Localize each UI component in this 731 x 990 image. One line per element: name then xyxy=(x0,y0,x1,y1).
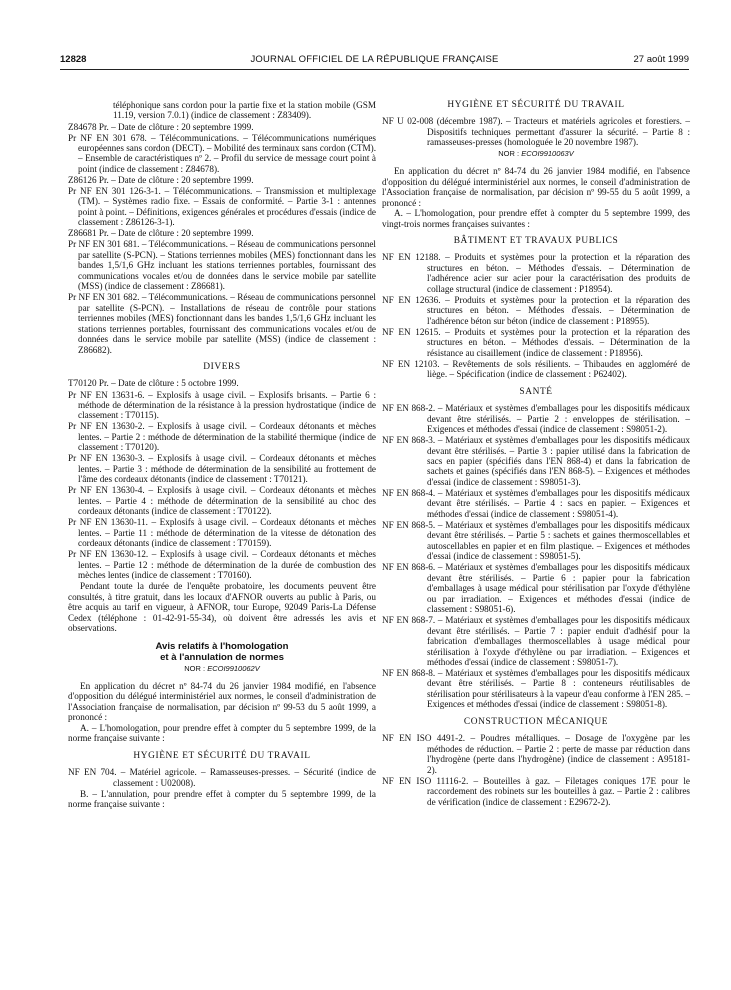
page-number: 12828 xyxy=(60,54,87,65)
standard-code: NF EN 868-5. xyxy=(382,519,436,530)
standard-entry xyxy=(382,776,690,807)
standard-entry xyxy=(382,295,690,326)
standard-code: NF EN 868-6. xyxy=(382,562,436,573)
section-heading-hygiene: HYGIÈNE ET SÉCURITÉ DU TRAVAIL xyxy=(133,750,311,761)
section-heading-divers: DIVERS xyxy=(203,362,241,373)
standard-code: NF EN 12615. xyxy=(382,326,441,337)
closing-date-entry: T70120 Pr. – Date de clôture : 5 octobre 1999. xyxy=(68,378,239,389)
section-heading-batiment: BÂTIMENT ET TRAVAUX PUBLICS xyxy=(453,235,619,246)
standard-entry xyxy=(382,668,690,710)
standard-text: – Matériaux et systèmes d'emballages pour les dispositifs médicaux devant être stérilisés. – Partie 2 : enveloppes de stérilisation. – Exigences et méthodes d'essai (indice de classement : S98051-2). xyxy=(427,403,690,435)
standard-code: NF EN 868-8. xyxy=(382,668,436,678)
standard-text: – Produits et systèmes pour la protection et la réparation des structures en béton. – Méthodes d'essais. – Détermination de la résistance au cisaillement (indice de classement : P18956). xyxy=(427,326,691,358)
nor-label: NOR : xyxy=(498,148,520,158)
standard-entry xyxy=(382,403,690,434)
standard-entry: NF U 02-008 (décembre 1987). – Tracteurs et matériels agricoles et forestiers. – Dispositifs techniques permettant d'assurer la sécurité. – Partie 8 : ramasseuses-presses (homologuée le 20 novembre 1987). xyxy=(382,116,690,148)
standard-text: – Matériaux et systèmes d'emballages pour les dispositifs médicaux devant être stérilisés. – Partie 3 : papier utilisé dans la fabrication de sacs en papier (spécifiés dans l'EN 868-4) et dans la fabrication de sachets et gaines (spécifiés dans l'EN 868-5). – Exigences et méthodes d'essai (indice de classement : S98051-3). xyxy=(427,435,690,487)
standard-text: – Poudres métalliques. – Dosage de l'oxygène par les méthodes de réduction. – Partie 2 : perte de masse par réduction dans l'hydrogène (perte dans l'hydrogène) (indice de classement : A95181-2). xyxy=(427,733,690,775)
header-rule xyxy=(60,69,689,70)
standard-code: NF EN 868-7. xyxy=(382,615,436,626)
notice-heading-line-1: Avis relatifs à l'homologation xyxy=(155,640,289,652)
standard-entry xyxy=(382,359,690,380)
standard-code: NF EN 868-4. xyxy=(382,487,436,498)
standard-entry: Pr NF EN 13631-6. – Explosifs à usage civil. – Explosifs brisants. – Partie 6 : méthode de détermination de la résistance à la pression hydrostatique (indice de classement : T70115). xyxy=(68,389,376,421)
standard-entry xyxy=(382,615,690,667)
standard-text: – Matériaux et systèmes d'emballages pour les dispositifs médicaux devant être stérilisés. – Partie 8 : conteneurs réutilisables de stérilisation pour stérilisateurs à la vapeur d'eau conforme à l'EN 285. – Exigences et méthodes d'essai (indice de classement : S98051-8). xyxy=(427,668,690,710)
annulation-paragraph: B. – L'annulation, pour prendre effet à compter du 5 septembre 1999, de la norme française suivante : xyxy=(68,788,376,810)
standard-entry: Pr NF EN 13630-4. – Explosifs à usage civil. – Cordeaux détonants et mèches lentes. – Partie 4 : méthode de détermination de la sensibilité au choc des cordeaux détonants (indice de classement : T70122). xyxy=(68,485,376,517)
section-heading-construction: CONSTRUCTION MÉCANIQUE xyxy=(463,716,609,727)
standard-text: – Produits et systèmes pour la protection et la réparation des structures en béton. – Méthodes d'essais. – Détermination de l'adhérence acier sur acier pour la caractérisation des produits de collage structural (indice de classement : P18954). xyxy=(427,252,691,294)
standard-entry xyxy=(382,327,690,358)
standard-code: NF EN 12103. xyxy=(382,358,440,369)
standard-text: – Bouteilles à gaz. – Filetages coniques 17E pour le raccordement des robinets sur les bouteilles à gaz. – Partie 2 : calibres de vérification (indice de classement : E29672-2). xyxy=(427,775,690,807)
page-header xyxy=(60,55,689,67)
section-heading-hygiene: HYGIÈNE ET SÉCURITÉ DU TRAVAIL xyxy=(447,100,625,110)
standard-entry: Pr NF EN 13630-3. – Explosifs à usage civil. – Cordeaux détonants et mèches lentes. – Partie 3 : méthode de détermination de la sensibilité au frottement de l'âme des cordeaux détonants (indice de classement : T70121). xyxy=(68,453,376,485)
standard-text: – Produits et systèmes pour la protection et la réparation des structures en béton. – Méthodes d'essais. – Détermination de l'adhérence béton sur béton (indice de classement : P18955). xyxy=(427,294,691,326)
homologation-paragraph: A. – L'homologation, pour prendre effet à compter du 5 septembre 1999, de la norme française suivante : xyxy=(68,722,376,744)
standard-entry: Pr NF EN 301 682. – Télécommunications. – Réseau de communications personnel par satellite (S-PCN). – Installations de réseau de contrôle pour stations terriennes mobiles (MES) fonctionnant dans les bandes 1,5/1,6 GHz incluant les stations terriennes portables, fournissant des communications vocales et/ou de données dans le service mobile par satellite (MSS) (indice de classement : Z86682). xyxy=(68,292,376,355)
nor-code: ECOI9910062V xyxy=(207,663,260,673)
standard-entry xyxy=(382,520,690,562)
standard-entry xyxy=(382,562,690,614)
standard-code: NF EN 868-2. xyxy=(382,403,436,414)
standard-code: NF EN 868-3. xyxy=(382,435,436,446)
closing-date-entry: Z84678 Pr. – Date de clôture : 20 septembre 1999. xyxy=(68,121,254,132)
standard-text: – Matériaux et systèmes d'emballages pour les dispositifs médicaux devant être stérilisés. – Partie 7 : papier enduit d'adhésif pour la fabrication d'emballages thermoscellables à usage médical pour stérilisation à l'oxyde d'éthylène ou par irradiation. – Exigences et méthodes d'essai (indice de classement : S98051-7). xyxy=(427,615,690,667)
standard-entry xyxy=(382,733,690,775)
nor-reference xyxy=(382,149,690,159)
standard-entry: NF EN 704. – Matériel agricole. – Ramasseuses-presses. – Sécurité (indice de classement : U02008). xyxy=(68,767,376,788)
homologation-paragraph: A. – L'homologation, pour prendre effet à compter du 5 septembre 1999, des vingt-trois normes françaises suivantes : xyxy=(382,208,690,229)
closing-date-entry: Z86681 Pr. – Date de clôture : 20 septembre 1999. xyxy=(68,228,254,239)
standard-text: – Matériaux et systèmes d'emballages pour les dispositifs médicaux devant être stérilisés. – Partie 5 : sachets et gaines thermoscellables et autoscellables en papier et en film plastique. – Exigences et méthodes d'essai (indice de classement : S98051-5). xyxy=(427,519,690,562)
standard-entry: Pr NF EN 301 678. – Télécommunications. – Télécommunications numériques européennes sans cordon (DECT). – Mobilité des terminaux sans cordon (CTM). – Ensemble de caractéristiques nº 2. – Profil du service de message court point à point (indice de classement : Z84678). xyxy=(68,132,377,174)
consultation-paragraph: Pendant toute la durée de l'enquête probatoire, les documents peuvent être consultés, à titre gratuit, dans les locaux d'AFNOR ouverts au public à Paris, ou être acquis au tarif en vigueur, à AFNOR, tour Europe, 92049 Paris-La Défense Cedex (téléphone : 01-42-91-55-34), où doivent être adressés les avis et observations. xyxy=(68,581,376,634)
closing-date-entry: Z86126 Pr. – Date de clôture : 20 septembre 1999. xyxy=(68,174,254,185)
standard-entry: Pr NF EN 301 126-3-1. – Télécommunications. – Transmission et multiplexage (TM). – Systèmes radio fixe. – Essais de conformité. – Partie 3-1 : antennes point à point. – Définitions, exigences générales et procédures d'essais (indice de classement : Z86126-3-1). xyxy=(68,186,376,228)
standard-code: NF EN 12188. xyxy=(382,252,441,263)
standard-text: – Revêtements de sols résilients. – Thibaudes en aggloméré de liège. – Spécification (indice de classement : P62402). xyxy=(427,358,690,380)
application-paragraph: En application du décret nº 84-74 du 26 janvier 1984 modifié, en l'absence d'opposition du délégué interministériel aux normes, le conseil d'administration de l'Association française de normalisation, par décision nº 99-53 du 5 août 1999, a prononcé : xyxy=(68,680,376,723)
standard-text: – Matériaux et systèmes d'emballages pour les dispositifs médicaux devant être stérilisés. – Partie 6 : papier pour la fabrication d'emballages à usage médical pour stérilisation par l'oxyde d'éthylène ou par irradiation. – Exigences et méthodes d'essai (indice de classement : S98051-6). xyxy=(427,562,690,615)
standard-entry: Pr NF EN 13630-12. – Explosifs à usage civil. – Cordeaux détonants et mèches lentes. – Partie 12 : méthode de détermination de la durée de combustion des mèches lentes (indice de classement : T70160). xyxy=(68,549,376,581)
standard-code: NF EN 12636. xyxy=(382,294,441,305)
left-column xyxy=(68,100,376,810)
application-paragraph: En application du décret nº 84-74 du 26 janvier 1984 modifié, en l'absence d'opposition du délégué interministériel aux normes, le conseil d'administration de l'Association française de normalisation, par décision nº 99-55 du 5 août 1999, a prononcé : xyxy=(382,166,690,208)
notice-heading xyxy=(68,641,376,663)
nor-code: ECOI9910063V xyxy=(521,148,574,158)
standard-entry: Pr NF EN 13630-2. – Explosifs à usage civil. – Cordeaux détonants et mèches lentes. – Partie 2 : méthode de détermination de la stabilité thermique (indice de classement : T70120). xyxy=(68,421,376,453)
standard-text: – Matériaux et systèmes d'emballages pour les dispositifs médicaux devant être stérilisés. – Partie 4 : sacs en papier. – Exigences et méthodes d'essai (indice de classement : S98051-4). xyxy=(427,487,690,519)
standard-entry xyxy=(382,488,690,519)
section-heading-sante: SANTÉ xyxy=(519,386,553,397)
standard-entry xyxy=(382,435,690,487)
notice-heading-line-2: et à l'annulation de normes xyxy=(160,651,284,663)
issue-date: 27 août 1999 xyxy=(633,54,689,65)
standard-entry: Pr NF EN 301 681. – Télécommunications. – Réseau de communications personnel par satellite (S-PCN). – Stations terriennes mobiles (MES) fonctionnant dans les bandes 1,5/1,6 GHz incluant les stations terriennes portables, fournissant des communications vocales et/ou de données dans le service mobile par satellite (MSS) (indice de classement : Z86681). xyxy=(68,239,376,292)
standard-entry xyxy=(382,252,690,294)
nor-label: NOR : xyxy=(184,663,206,673)
standard-code: NF EN ISO 11116-2. xyxy=(382,775,469,786)
right-column xyxy=(382,100,690,808)
journal-title: JOURNAL OFFICIEL DE LA RÉPUBLIQUE FRANÇAISE xyxy=(250,54,499,65)
standard-code: NF EN ISO 4491-2. xyxy=(382,733,466,744)
entry-continuation: téléphonique sans cordon pour la partie fixe et la station mobile (GSM 11.19, version 7.0.1) (indice de classement : Z83409). xyxy=(113,100,376,121)
standard-entry: Pr NF EN 13630-11. – Explosifs à usage civil. – Cordeaux détonants et mèches lentes. – Partie 11 : méthode de détermination de la vitesse de détonation des cordeaux détonants (indice de classement : T70159). xyxy=(68,517,376,549)
nor-reference xyxy=(68,664,376,674)
